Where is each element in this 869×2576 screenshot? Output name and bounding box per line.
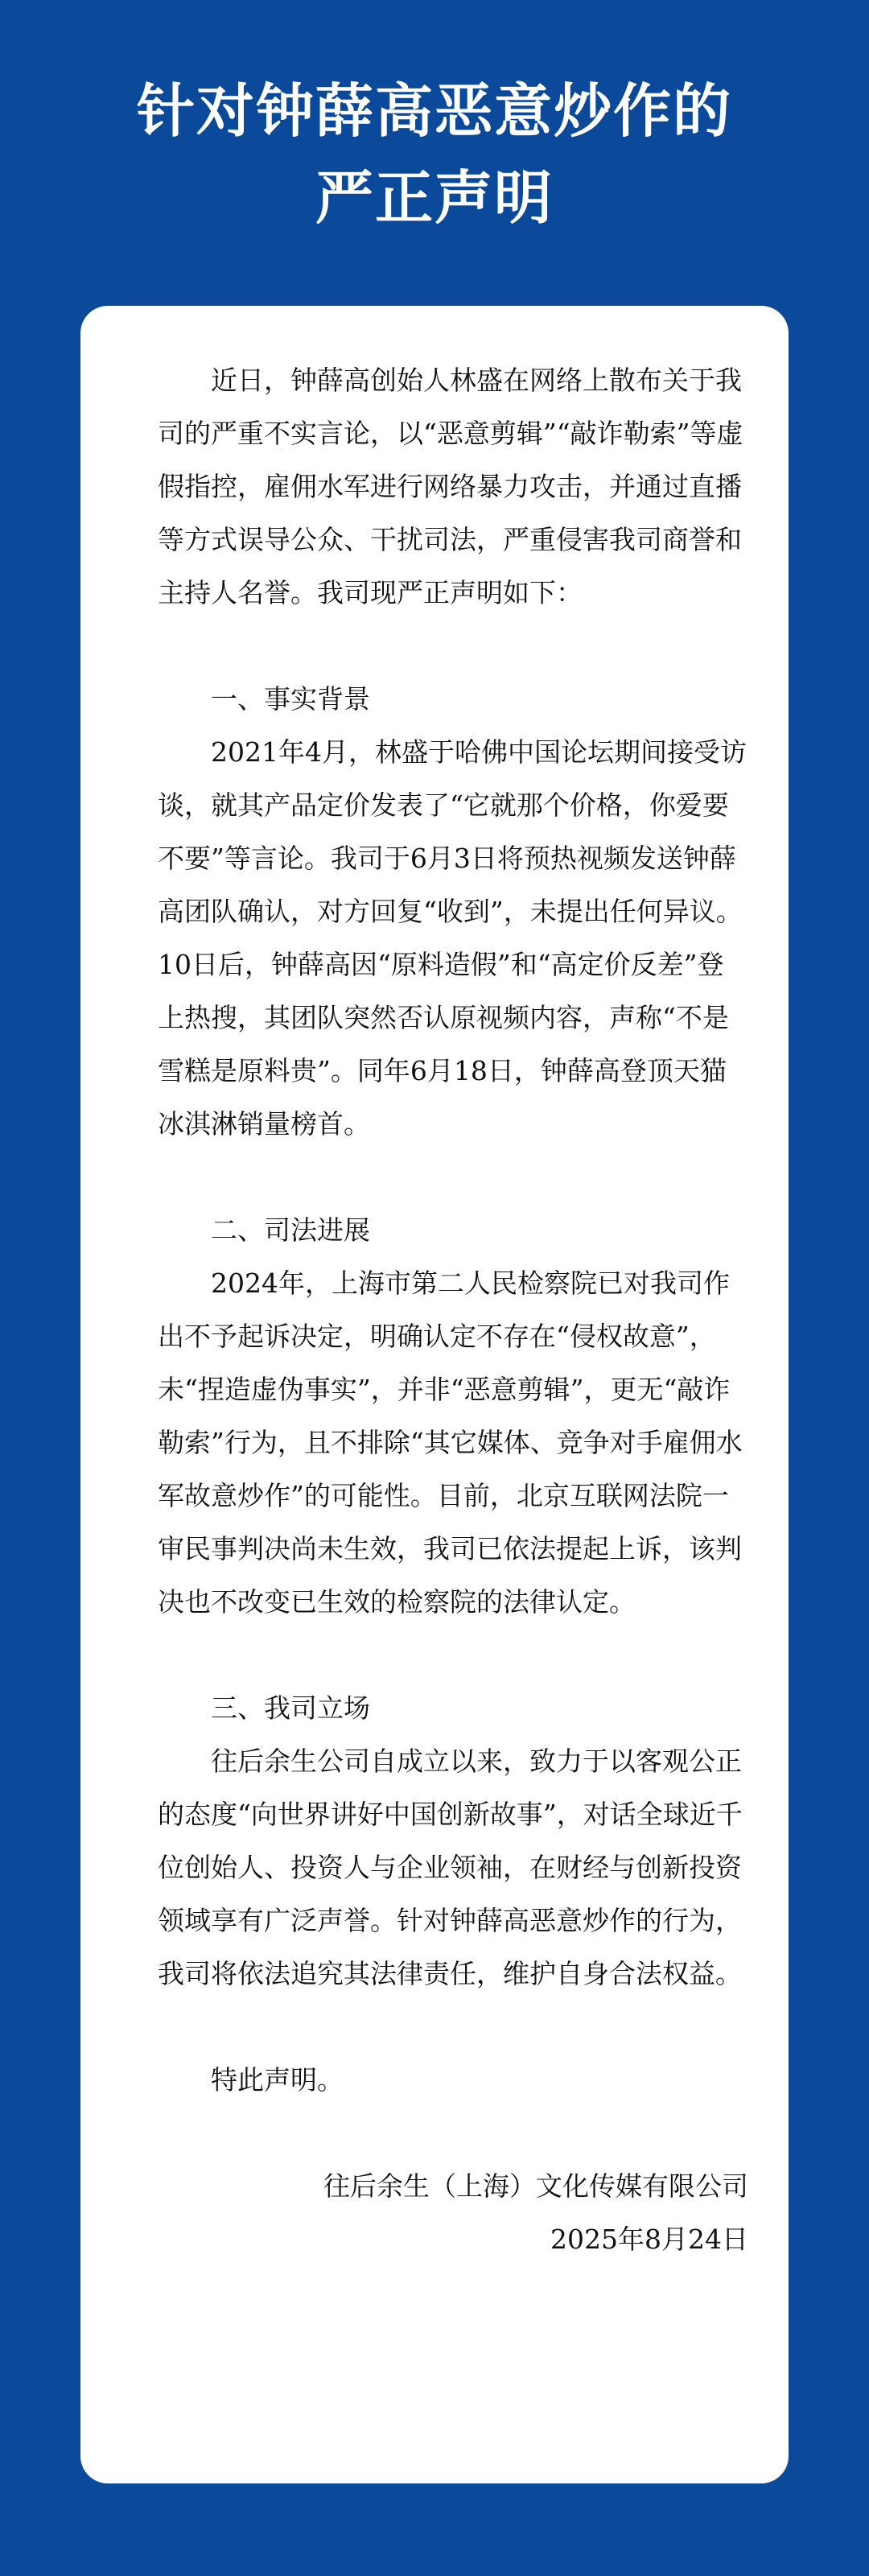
title-line-1: 针对钟薛高恶意炒作的: [136, 76, 732, 145]
statement-card: [80, 306, 789, 2483]
closing-text: 特此声明。: [211, 2064, 344, 2096]
signature-date: 2025年8月24日: [550, 2224, 748, 2255]
section-body-judicial: 2024年，上海市第二人民检察院已对我司作出不予起诉决定，明确认定不存在“侵权故意”，未“捏造虚伪事实”，并非“恶意剪辑”，更无“敲诈勒索”行为，且不排除“其它媒体、竞争对手雇佣水军故意炒作”的可能性。目前，北京互联网法院一审民事判决尚未生效，我司已依法提起上诉，该判决也不改变已生效的检察院的法律认定。: [158, 1267, 743, 1618]
section-heading-stance: 三、我司立场: [211, 1692, 370, 1724]
section-heading-background: 一、事实背景: [211, 683, 370, 715]
page-title: [0, 68, 869, 241]
section-body-background: 2021年4月，林盛于哈佛中国论坛期间接受访谈，就其产品定价发表了“它就那个价格，你爱要不要”等言论。我司于6月3日将预热视频发送钟薛高团队确认，对方回复“收到”，未提出任何异议。10日后，钟薛高因“原料造假”和“高定价反差”登上热搜，其团队突然否认原视频内容，声称“不是雪糕是原料贵”。同年6月18日，钟薛高登顶天猫冰淇淋销量榜首。: [158, 736, 747, 1140]
signature-company: 往后余生（上海）文化传媒有限公司: [323, 2170, 748, 2202]
section-body-stance: 往后余生公司自成立以来，致力于以客观公正的态度“向世界讲好中国创新故事”，对话全球近千位创始人、投资人与企业领袖，在财经与创新投资领域享有广泛声誉。针对钟薛高恶意炒作的行为，我司将依法追究其法律责任，维护自身合法权益。: [158, 1745, 743, 1989]
intro-paragraph: 近日，钟薛高创始人林盛在网络上散布关于我司的严重不实言论，以“恶意剪辑”“敲诈勒索”等虚假指控，雇佣水军进行网络暴力攻击，并通过直播等方式误导公众、干扰司法，严重侵害我司商誉和主持人名誉。我司现严正声明如下：: [158, 365, 743, 608]
title-line-2: 严正声明: [315, 163, 554, 232]
section-heading-judicial: 二、司法进展: [211, 1214, 370, 1246]
